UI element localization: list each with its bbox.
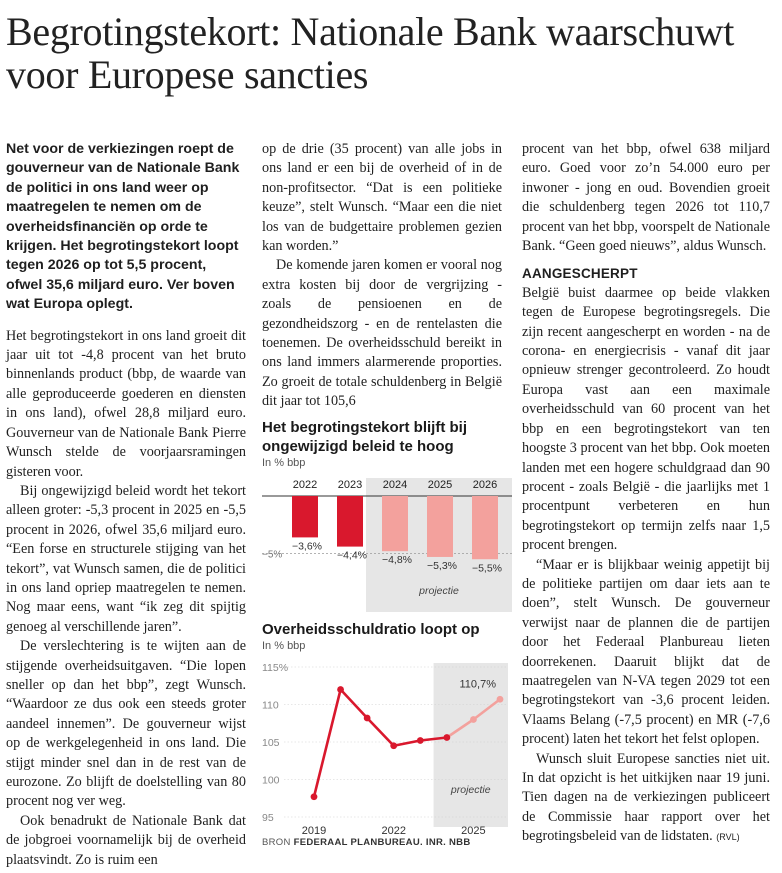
paragraph: België buist daarmee op beide vlakken tegen de Europese begrotingsregels. Die zijn recent aangescherpt en worden - na de corona- en energiecrisis - vanaf dit jaar opnieuw strenger gecontroleerd. Zo houdt Europa vast aan een maximale overheidsschuld van 60 procent van het bbp en een begrotingstekort van ten hoogste 3 procent van het bbp. Ook moeten landen met een hogere schuldgraad dan 90 procent - zoals België - die jaarlijks met 1 procentpunt verbeteren en hun begrotingstekort op termijn zelfs naar 1,5 procent brengen.	[522, 284, 770, 554]
data-point	[443, 734, 450, 741]
data-point	[364, 715, 371, 722]
y-tick-label: 95	[262, 812, 274, 824]
x-tick-label: 2023	[337, 479, 363, 491]
line-chart-unit: In % bbp	[262, 640, 306, 652]
y-tick-label: 110	[262, 699, 279, 712]
line-chart	[258, 655, 512, 837]
data-point	[470, 716, 477, 723]
x-tick-label: 2022	[292, 479, 318, 491]
x-tick-label: 2019	[301, 825, 327, 837]
data-point	[417, 737, 424, 744]
article-lead: Net voor de verkiezingen roept de gouverneur van de Nationale Bank de politici in ons land weer op maatregelen te nemen om de overheidsfinanciën op orde te krijgen. Het begrotingstekort loopt tegen 2026 op tot 5,5 procent, ofwel 35,6 miljard euro. Ver boven wat Europa oplegt.	[6, 141, 240, 313]
paragraph-text: Wunsch sluit Europese sancties niet uit. In dat opzicht is het uitkijken naar 19 juni. Tien dagen na de verkiezingen publiceert de Commissie haar rapport over het begrotingsbeleid van de lidstaten.	[522, 750, 770, 845]
end-value-label: 110,7%	[459, 678, 496, 691]
data-point	[337, 686, 344, 693]
source-prefix: BRON	[262, 837, 291, 848]
x-tick-label: 2025	[461, 825, 486, 837]
article-column-1	[6, 140, 246, 870]
bar-value-label: −3,6%	[291, 540, 323, 553]
reference-label: −5%	[262, 549, 283, 561]
y-tick-label: 105	[262, 737, 280, 749]
paragraph: “Maar er is blijkbaar weinig appetijt bij de politieke partijen om daar iets aan te doen”, stelt Wunsch. De gouverneur verwijst naar de plannen die de partijen door het Federaal Planbureau lieten doorrekenen. Daaruit blijkt dat de maatregelen van N-VA tegen 2029 tot een begrotingstekort van -3,6 procent leiden. Vlaams Belang (-7,5 procent) en MR (-7,6 procent) laten het tekort het felst oplopen.	[522, 556, 770, 748]
chart-source	[262, 837, 512, 848]
x-tick-label: 2026	[472, 479, 498, 491]
bar-value-label: −4,8%	[381, 554, 413, 567]
paragraph: op de drie (35 procent) van alle jobs in ons land er een bij de overheid of in de non-profitsector. “Dat is een politieke keuze”, stelt Wunsch. “Maar een die niet los van de budgettaire problemen gezien kan worden.”	[262, 141, 502, 255]
x-tick-label: 2024	[382, 479, 408, 491]
paragraph: Bij ongewijzigd beleid wordt het tekort alleen groter: -5,3 procent in 2025 en -5,5 procent in 2026, ofwel 35,6 miljard euro. “Een forse en structurele stijging van het tekort”, vat Wunsch samen, die de politici in ons land opriep maatregelen te nemen. Nog maar eens, want “ik zeg dit spijtig genoeg al verschillende jaren”.	[6, 482, 246, 635]
bar	[427, 496, 453, 557]
paragraph	[522, 750, 770, 848]
paragraph: De verslechtering is te wijten aan de stijgende overheidsuitgaven. “Die lopen sneller op dan het bbp”, zegt Wunsch. “Waardoor ze dus ook een steeds groter aandeel innemen”. De gouverneur wijst op de werkgelegenheid in ons land. Die stijgt minder snel dan in de rest van de eurozone. Zo blijft de doelstelling van 80 procent nog ver weg.	[6, 638, 246, 810]
article-column-2	[262, 140, 502, 412]
y-tick-label: 100	[262, 774, 280, 787]
bar	[382, 496, 408, 551]
line-chart-title: Overheidsschuldratio loopt op	[262, 621, 480, 638]
bar	[337, 496, 363, 547]
bar	[472, 496, 498, 559]
paragraph: procent van het bbp, ofwel 638 miljard euro. Goed voor zo’n 54.000 euro per inwoner - jong en oud. Bovendien groeit die schuldenberg tegen 2026 tot 110,7 procent van het bbp, voorspelt de Nationale Bank. “Geen goed nieuws”, aldus Wunsch.	[522, 141, 770, 255]
bar-chart-title: Het begrotingstekort blijft bij ongewijzigd beleid te hoog	[262, 419, 467, 455]
bar-value-label: −4,4%	[336, 549, 368, 562]
article-headline: Begrotingstekort: Nationale Bank waarschuwt voor Europese sancties	[6, 9, 735, 97]
x-tick-label: 2025	[427, 479, 453, 491]
paragraph: Ook benadrukt de Nationale Bank dat de jobgroei voornamelijk bij de overheid plaatsvindt. Zo is ruim een	[6, 812, 246, 868]
series-line-actual	[314, 690, 447, 797]
paragraph: De komende jaren komen er vooral nog extra kosten bij door de vergrijzing - zoals de pensioenen en de gezondheidszorg - en de rentelasten die toenemen. De overheidsschuld bereikt in ons land immers alarmerende proporties. Zo groeit de totale schuldenberg in België dit jaar tot 105,6	[262, 257, 502, 410]
bar-value-label: −5,5%	[471, 562, 503, 575]
byline: (RVL)	[716, 832, 740, 843]
article-column-3	[522, 140, 770, 848]
bar-chart	[262, 470, 512, 612]
projection-label: projectie	[450, 784, 491, 796]
y-tick-label: 115%	[262, 662, 289, 674]
bar	[292, 496, 318, 537]
data-point	[497, 696, 504, 703]
bar-chart-unit: In % bbp	[262, 457, 306, 469]
data-point	[311, 793, 318, 800]
subheading: AANGESCHERPT	[522, 266, 638, 282]
source-text: FEDERAAL PLANBUREAU. INR. NBB	[293, 837, 471, 848]
projection-label: projectie	[419, 585, 459, 597]
paragraph: Het begrotingstekort in ons land groeit dit jaar uit tot -4,8 procent van het bruto binnenlands product (bbp, de waarde van alle geproduceerde goederen en diensten in ons land), ofwel 28,8 miljard euro. Gouverneur van de Nationale Bank Pierre Wunsch stelde de voorjaarsramingen gisteren voor.	[6, 327, 246, 480]
x-tick-label: 2022	[381, 825, 406, 837]
bar-value-label: −5,3%	[426, 559, 458, 572]
data-point	[390, 742, 397, 749]
